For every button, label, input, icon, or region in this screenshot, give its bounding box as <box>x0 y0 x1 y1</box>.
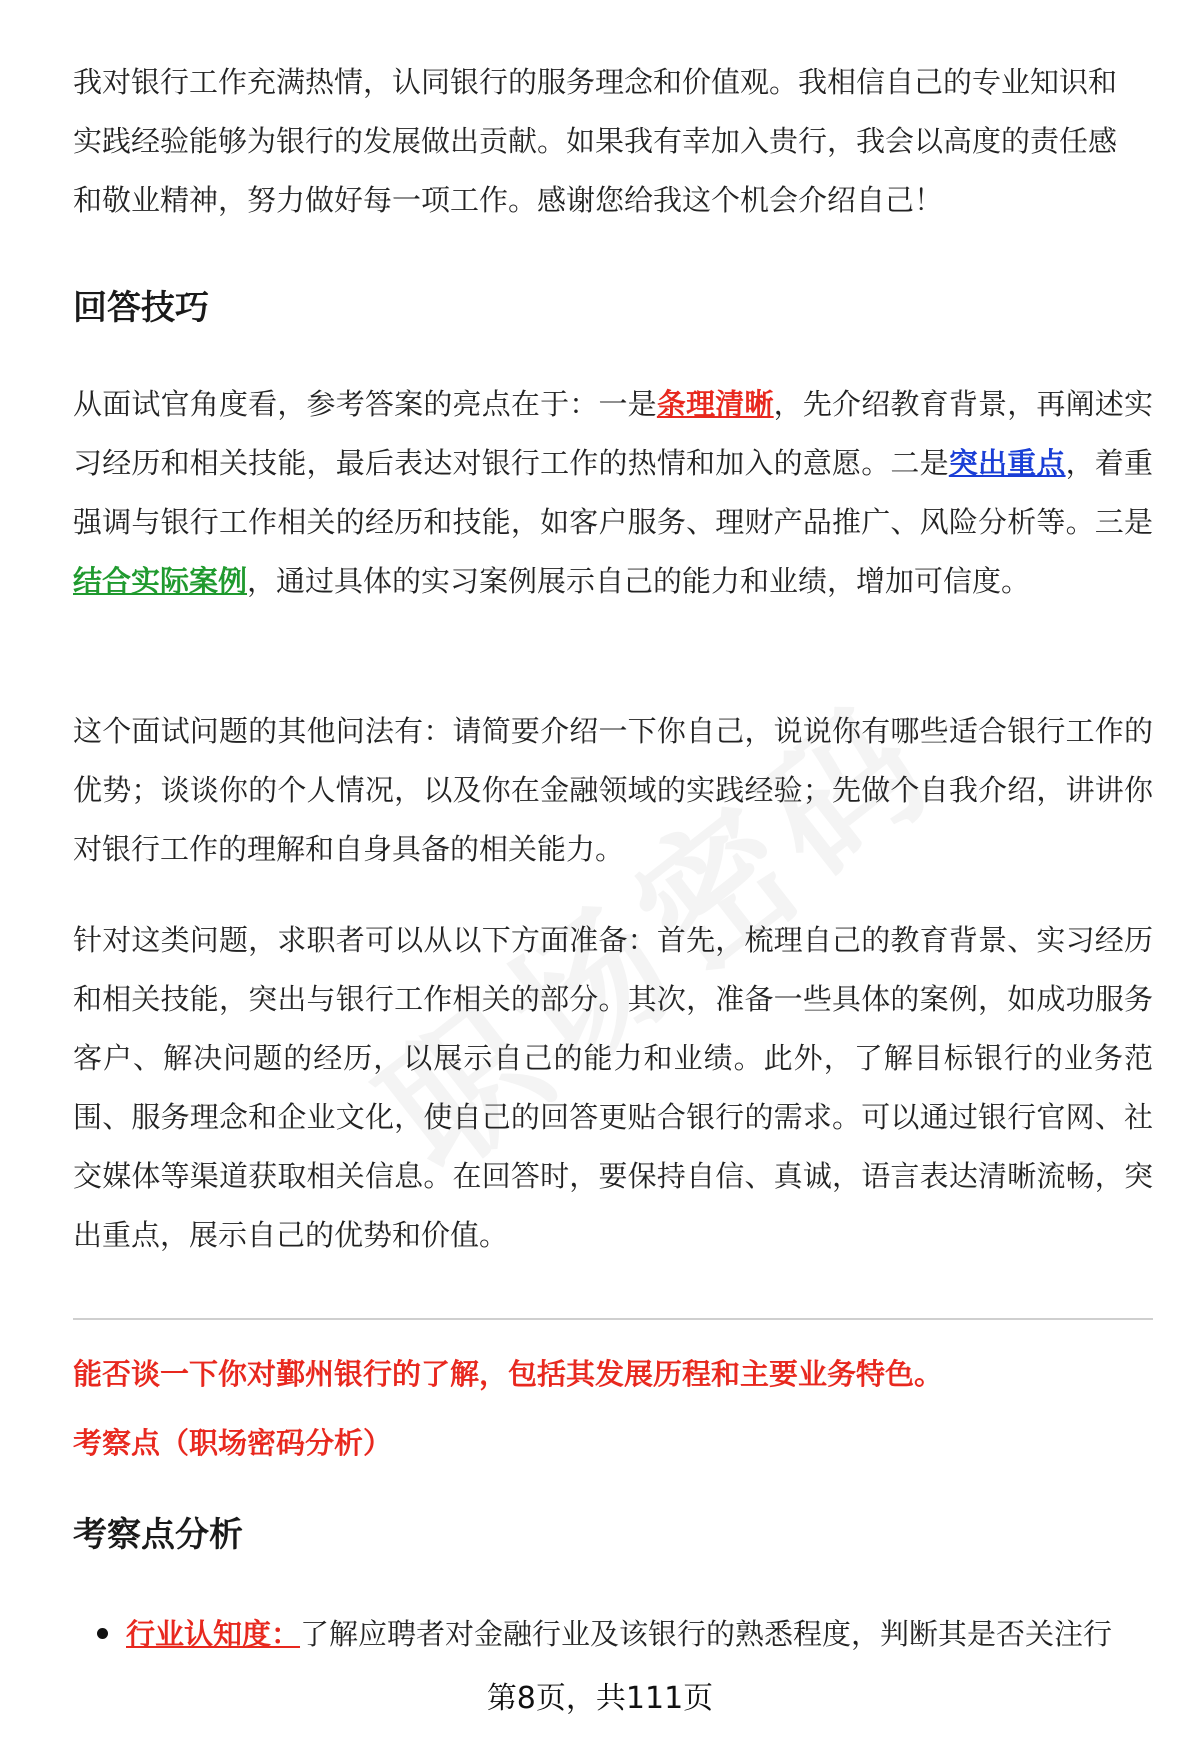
tips-paragraph-2: 这个面试问题的其他问法有：请简要介绍一下你自己，说说你有哪些适合银行工作的优势；谈谈你的个人情况，以及你在金融领域的实践经验；先做个自我介绍，讲讲你对银行工作的理解和自身具备的相关能力。 <box>73 714 1153 866</box>
section-heading-tips: 回答技巧 <box>73 288 209 328</box>
tips-text-a: 从面试官角度看，参考答案的亮点在于：一是 <box>73 387 657 421</box>
page-number: 第8页，共111页 <box>486 1681 714 1716</box>
intro-line-1: 我对银行工作充满热情，认同银行的服务理念和价值观。我相信自己的专业知识和 <box>73 65 1118 99</box>
assessment-subtitle: 考察点（职场密码分析） <box>73 1426 393 1460</box>
tips-text-b: ，先介绍教育背景，再阐述实习经历和相关技能，最后表达对银行工作的热情和加入的意愿。二是 <box>73 387 1153 480</box>
tips-paragraph-1 <box>73 375 1153 611</box>
tips-text-c: ，着重强调与银行工作相关的经历和技能，如客户服务、理财产品推广、风险分析等。三是 <box>73 446 1153 539</box>
tips-text-d: ，通过具体的实习案例展示自己的能力和业绩，增加可信度。 <box>247 564 1031 598</box>
tips-paragraph-3: 针对这类问题，求职者可以从以下方面准备：首先，梳理自己的教育背景、实习经历和相关技能，突出与银行工作相关的部分。其次，准备一些具体的案例，如成功服务客户、解决问题的经历，以展示自己的能力和业绩。此外，了解目标银行的业务范围、服务理念和企业文化，使自己的回答更贴合银行的需求。可以通过银行官网、社交媒体等渠道获取相关信息。在回答时，要保持自信、真诚，语言表达清晰流畅，突出重点，展示自己的优势和价值。 <box>73 923 1153 1252</box>
list-item <box>97 1612 1153 1656</box>
next-question: 能否谈一下你对鄞州银行的了解，包括其发展历程和主要业务特色。 <box>73 1357 944 1391</box>
intro-line-3: 和敬业精神，努力做好每一项工作。感谢您给我这个机会介绍自己！ <box>73 183 944 217</box>
highlight-clear-structure: 条理清晰 <box>656 387 774 421</box>
highlight-real-cases: 结合实际案例 <box>73 564 248 598</box>
section-divider <box>73 1318 1153 1320</box>
bullet-icon <box>97 1628 108 1639</box>
section-heading-analysis: 考察点分析 <box>73 1515 243 1555</box>
intro-paragraph <box>73 53 1153 230</box>
bullet-label: 行业认知度： <box>126 1617 301 1651</box>
intro-line-2: 实践经验能够为银行的发展做出贡献。如果我有幸加入贵行，我会以高度的责任感 <box>73 124 1118 158</box>
bullet-text: 了解应聘者对金融行业及该银行的熟悉程度，判断其是否关注行 <box>300 1617 1113 1651</box>
highlight-key-points: 突出重点 <box>948 446 1066 480</box>
